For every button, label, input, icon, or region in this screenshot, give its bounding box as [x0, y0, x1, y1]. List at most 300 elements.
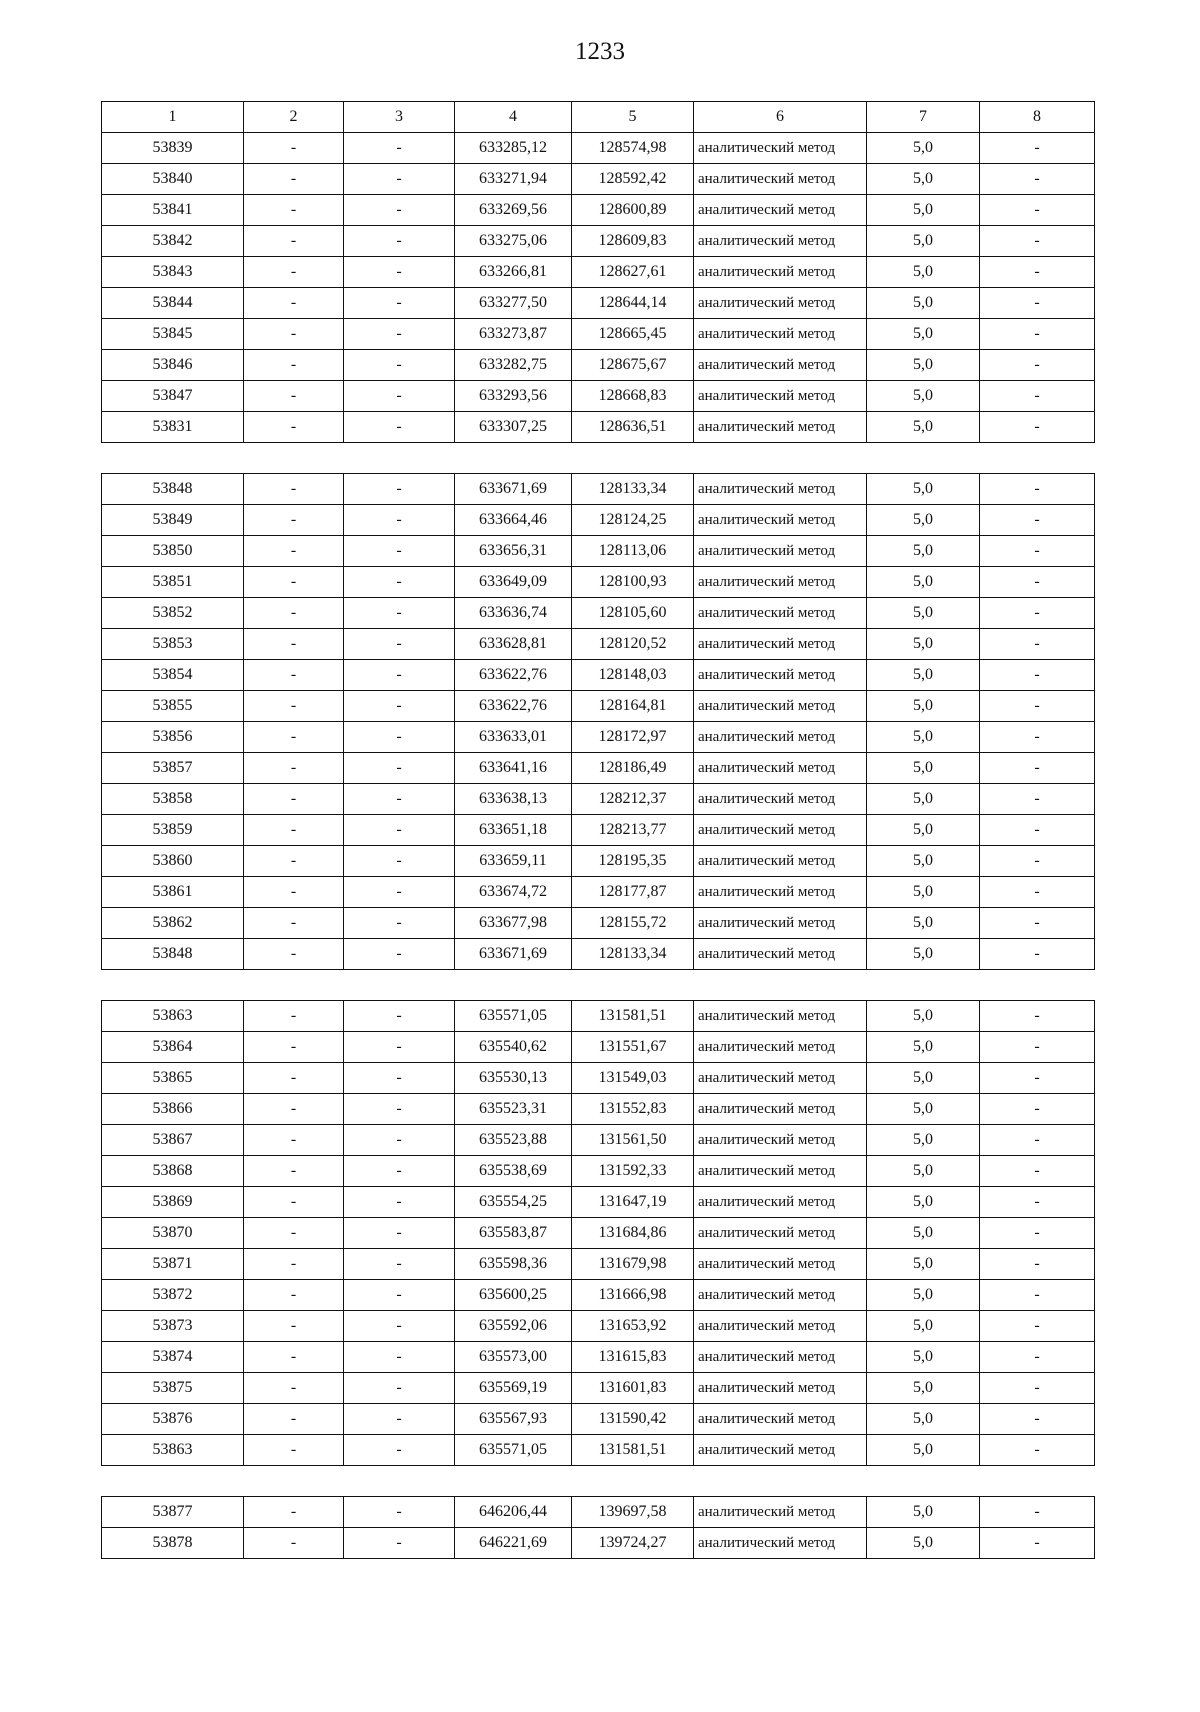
- point-number: 53840: [102, 164, 244, 195]
- method: аналитический метод: [694, 691, 867, 722]
- accuracy: 5,0: [867, 1404, 980, 1435]
- col3-value: -: [344, 412, 455, 443]
- accuracy: 5,0: [867, 288, 980, 319]
- accuracy: 5,0: [867, 1249, 980, 1280]
- point-number: 53875: [102, 1373, 244, 1404]
- coord-y: 131684,86: [572, 1218, 694, 1249]
- col3-value: -: [344, 1063, 455, 1094]
- col2-value: -: [244, 350, 344, 381]
- table-row: [102, 846, 1095, 877]
- method: аналитический метод: [694, 1125, 867, 1156]
- accuracy: 5,0: [867, 536, 980, 567]
- col8-value: -: [980, 691, 1095, 722]
- col8-value: -: [980, 133, 1095, 164]
- point-number: 53857: [102, 753, 244, 784]
- col2-value: -: [244, 1311, 344, 1342]
- column-header: 6: [694, 102, 867, 133]
- table-row: [102, 319, 1095, 350]
- coord-y: 128186,49: [572, 753, 694, 784]
- coord-y: 131581,51: [572, 1001, 694, 1032]
- coord-y: 128105,60: [572, 598, 694, 629]
- method: аналитический метод: [694, 1435, 867, 1466]
- coord-y: 131666,98: [572, 1280, 694, 1311]
- coord-x: 633628,81: [455, 629, 572, 660]
- table-row: [102, 164, 1095, 195]
- col3-value: -: [344, 722, 455, 753]
- col8-value: -: [980, 1032, 1095, 1063]
- coordinate-table: [101, 1496, 1095, 1559]
- col3-value: -: [344, 1528, 455, 1559]
- coord-x: 633677,98: [455, 908, 572, 939]
- col3-value: -: [344, 288, 455, 319]
- method: аналитический метод: [694, 1373, 867, 1404]
- method: аналитический метод: [694, 412, 867, 443]
- col3-value: -: [344, 691, 455, 722]
- coord-x: 635598,36: [455, 1249, 572, 1280]
- col8-value: -: [980, 939, 1095, 970]
- method: аналитический метод: [694, 1063, 867, 1094]
- col2-value: -: [244, 784, 344, 815]
- accuracy: 5,0: [867, 474, 980, 505]
- table-row: [102, 1497, 1095, 1528]
- col3-value: -: [344, 195, 455, 226]
- coord-y: 128195,35: [572, 846, 694, 877]
- col3-value: -: [344, 629, 455, 660]
- col2-value: -: [244, 939, 344, 970]
- coord-y: 128213,77: [572, 815, 694, 846]
- table-row: [102, 381, 1095, 412]
- coord-x: 635571,05: [455, 1001, 572, 1032]
- col2-value: -: [244, 1404, 344, 1435]
- table-row: [102, 1528, 1095, 1559]
- method: аналитический метод: [694, 1187, 867, 1218]
- accuracy: 5,0: [867, 753, 980, 784]
- column-header: 8: [980, 102, 1095, 133]
- table-row: [102, 1435, 1095, 1466]
- column-header: 7: [867, 102, 980, 133]
- coord-y: 128212,37: [572, 784, 694, 815]
- accuracy: 5,0: [867, 846, 980, 877]
- col2-value: -: [244, 753, 344, 784]
- column-header: 1: [102, 102, 244, 133]
- col3-value: -: [344, 1497, 455, 1528]
- col3-value: -: [344, 660, 455, 691]
- col2-value: -: [244, 567, 344, 598]
- col3-value: -: [344, 505, 455, 536]
- accuracy: 5,0: [867, 1342, 980, 1373]
- coord-x: 633266,81: [455, 257, 572, 288]
- table-row: [102, 257, 1095, 288]
- col2-value: -: [244, 1156, 344, 1187]
- table-row: [102, 1404, 1095, 1435]
- coord-y: 131592,33: [572, 1156, 694, 1187]
- point-number: 53856: [102, 722, 244, 753]
- coord-y: 128164,81: [572, 691, 694, 722]
- col2-value: -: [244, 1280, 344, 1311]
- coord-x: 633649,09: [455, 567, 572, 598]
- table-row: [102, 474, 1095, 505]
- table-row: [102, 784, 1095, 815]
- col8-value: -: [980, 1187, 1095, 1218]
- table-row: [102, 1342, 1095, 1373]
- point-number: 53839: [102, 133, 244, 164]
- col3-value: -: [344, 536, 455, 567]
- point-number: 53869: [102, 1187, 244, 1218]
- coord-x: 633651,18: [455, 815, 572, 846]
- coordinate-table: [101, 1000, 1095, 1466]
- point-number: 53849: [102, 505, 244, 536]
- coord-x: 633293,56: [455, 381, 572, 412]
- table-row: [102, 350, 1095, 381]
- col8-value: -: [980, 660, 1095, 691]
- table-row: [102, 598, 1095, 629]
- col8-value: -: [980, 598, 1095, 629]
- coord-x: 633285,12: [455, 133, 572, 164]
- header-row: [102, 102, 1095, 133]
- coord-x: 633282,75: [455, 350, 572, 381]
- accuracy: 5,0: [867, 1280, 980, 1311]
- coord-x: 633641,16: [455, 753, 572, 784]
- coord-y: 131615,83: [572, 1342, 694, 1373]
- coord-x: 635592,06: [455, 1311, 572, 1342]
- coord-y: 128120,52: [572, 629, 694, 660]
- col3-value: -: [344, 257, 455, 288]
- col8-value: -: [980, 1404, 1095, 1435]
- col3-value: -: [344, 350, 455, 381]
- accuracy: 5,0: [867, 350, 980, 381]
- col3-value: -: [344, 319, 455, 350]
- col3-value: -: [344, 908, 455, 939]
- col8-value: -: [980, 1156, 1095, 1187]
- point-number: 53860: [102, 846, 244, 877]
- coord-x: 633638,13: [455, 784, 572, 815]
- col3-value: -: [344, 753, 455, 784]
- col2-value: -: [244, 257, 344, 288]
- point-number: 53863: [102, 1001, 244, 1032]
- column-header: 3: [344, 102, 455, 133]
- col8-value: -: [980, 567, 1095, 598]
- col2-value: -: [244, 1373, 344, 1404]
- col2-value: -: [244, 1249, 344, 1280]
- method: аналитический метод: [694, 226, 867, 257]
- col2-value: -: [244, 660, 344, 691]
- method: аналитический метод: [694, 784, 867, 815]
- table-row: [102, 1373, 1095, 1404]
- coord-x: 633633,01: [455, 722, 572, 753]
- accuracy: 5,0: [867, 1125, 980, 1156]
- point-number: 53866: [102, 1094, 244, 1125]
- accuracy: 5,0: [867, 1032, 980, 1063]
- col8-value: -: [980, 908, 1095, 939]
- col3-value: -: [344, 1373, 455, 1404]
- col2-value: -: [244, 598, 344, 629]
- accuracy: 5,0: [867, 226, 980, 257]
- accuracy: 5,0: [867, 257, 980, 288]
- col2-value: -: [244, 1435, 344, 1466]
- point-number: 53859: [102, 815, 244, 846]
- table-row: [102, 877, 1095, 908]
- col8-value: -: [980, 1280, 1095, 1311]
- accuracy: 5,0: [867, 567, 980, 598]
- col3-value: -: [344, 567, 455, 598]
- col2-value: -: [244, 288, 344, 319]
- coord-x: 635583,87: [455, 1218, 572, 1249]
- col2-value: -: [244, 629, 344, 660]
- method: аналитический метод: [694, 1342, 867, 1373]
- col3-value: -: [344, 474, 455, 505]
- column-header: 2: [244, 102, 344, 133]
- coord-y: 128148,03: [572, 660, 694, 691]
- point-number: 53855: [102, 691, 244, 722]
- accuracy: 5,0: [867, 1528, 980, 1559]
- accuracy: 5,0: [867, 1435, 980, 1466]
- col2-value: -: [244, 691, 344, 722]
- col2-value: -: [244, 877, 344, 908]
- col8-value: -: [980, 536, 1095, 567]
- col8-value: -: [980, 846, 1095, 877]
- point-number: 53877: [102, 1497, 244, 1528]
- table-row: [102, 536, 1095, 567]
- accuracy: 5,0: [867, 660, 980, 691]
- accuracy: 5,0: [867, 722, 980, 753]
- col8-value: -: [980, 474, 1095, 505]
- coord-y: 131552,83: [572, 1094, 694, 1125]
- col8-value: -: [980, 1497, 1095, 1528]
- table-row: [102, 691, 1095, 722]
- col2-value: -: [244, 133, 344, 164]
- col3-value: -: [344, 939, 455, 970]
- coord-y: 128592,42: [572, 164, 694, 195]
- col2-value: -: [244, 1497, 344, 1528]
- coord-x: 635569,19: [455, 1373, 572, 1404]
- accuracy: 5,0: [867, 1063, 980, 1094]
- coord-y: 139724,27: [572, 1528, 694, 1559]
- coord-x: 633307,25: [455, 412, 572, 443]
- coord-y: 131549,03: [572, 1063, 694, 1094]
- coord-y: 128133,34: [572, 939, 694, 970]
- table-row: [102, 939, 1095, 970]
- accuracy: 5,0: [867, 939, 980, 970]
- col3-value: -: [344, 1280, 455, 1311]
- method: аналитический метод: [694, 1311, 867, 1342]
- table-row: [102, 660, 1095, 691]
- coord-x: 633656,31: [455, 536, 572, 567]
- point-number: 53831: [102, 412, 244, 443]
- col8-value: -: [980, 1063, 1095, 1094]
- coord-y: 128574,98: [572, 133, 694, 164]
- col8-value: -: [980, 1435, 1095, 1466]
- point-number: 53848: [102, 474, 244, 505]
- point-number: 53864: [102, 1032, 244, 1063]
- point-number: 53858: [102, 784, 244, 815]
- method: аналитический метод: [694, 660, 867, 691]
- point-number: 53852: [102, 598, 244, 629]
- method: аналитический метод: [694, 257, 867, 288]
- col3-value: -: [344, 1187, 455, 1218]
- coord-y: 128609,83: [572, 226, 694, 257]
- coord-x: 633636,74: [455, 598, 572, 629]
- point-number: 53843: [102, 257, 244, 288]
- col2-value: -: [244, 319, 344, 350]
- coord-x: 633269,56: [455, 195, 572, 226]
- col3-value: -: [344, 784, 455, 815]
- table-row: [102, 505, 1095, 536]
- col3-value: -: [344, 1156, 455, 1187]
- coord-y: 128133,34: [572, 474, 694, 505]
- col8-value: -: [980, 164, 1095, 195]
- coord-x: 635523,88: [455, 1125, 572, 1156]
- coord-x: 633273,87: [455, 319, 572, 350]
- col3-value: -: [344, 1404, 455, 1435]
- col2-value: -: [244, 815, 344, 846]
- table-row: [102, 815, 1095, 846]
- coord-x: 635573,00: [455, 1342, 572, 1373]
- coord-x: 633671,69: [455, 939, 572, 970]
- accuracy: 5,0: [867, 815, 980, 846]
- col8-value: -: [980, 319, 1095, 350]
- table-row: [102, 753, 1095, 784]
- col3-value: -: [344, 846, 455, 877]
- table-row: [102, 1249, 1095, 1280]
- method: аналитический метод: [694, 288, 867, 319]
- col2-value: -: [244, 846, 344, 877]
- col8-value: -: [980, 1342, 1095, 1373]
- point-number: 53878: [102, 1528, 244, 1559]
- point-number: 53848: [102, 939, 244, 970]
- method: аналитический метод: [694, 1001, 867, 1032]
- col3-value: -: [344, 381, 455, 412]
- col8-value: -: [980, 1249, 1095, 1280]
- col2-value: -: [244, 1187, 344, 1218]
- method: аналитический метод: [694, 1280, 867, 1311]
- col3-value: -: [344, 1032, 455, 1063]
- col3-value: -: [344, 1342, 455, 1373]
- point-number: 53873: [102, 1311, 244, 1342]
- page-number: 1233: [575, 38, 625, 65]
- table-row: [102, 1311, 1095, 1342]
- coord-x: 633275,06: [455, 226, 572, 257]
- accuracy: 5,0: [867, 629, 980, 660]
- col3-value: -: [344, 1311, 455, 1342]
- coord-x: 633659,11: [455, 846, 572, 877]
- table-row: [102, 908, 1095, 939]
- point-number: 53847: [102, 381, 244, 412]
- coord-y: 128177,87: [572, 877, 694, 908]
- col2-value: -: [244, 474, 344, 505]
- accuracy: 5,0: [867, 1156, 980, 1187]
- method: аналитический метод: [694, 195, 867, 226]
- table-row: [102, 412, 1095, 443]
- accuracy: 5,0: [867, 319, 980, 350]
- method: аналитический метод: [694, 1156, 867, 1187]
- point-number: 53841: [102, 195, 244, 226]
- col3-value: -: [344, 164, 455, 195]
- col8-value: -: [980, 753, 1095, 784]
- coord-x: 635567,93: [455, 1404, 572, 1435]
- point-number: 53863: [102, 1435, 244, 1466]
- table-row: [102, 1032, 1095, 1063]
- coord-y: 131590,42: [572, 1404, 694, 1435]
- point-number: 53861: [102, 877, 244, 908]
- table-row: [102, 195, 1095, 226]
- point-number: 53871: [102, 1249, 244, 1280]
- method: аналитический метод: [694, 567, 867, 598]
- table-row: [102, 567, 1095, 598]
- col8-value: -: [980, 1125, 1095, 1156]
- method: аналитический метод: [694, 629, 867, 660]
- table-row: [102, 288, 1095, 319]
- accuracy: 5,0: [867, 195, 980, 226]
- col3-value: -: [344, 815, 455, 846]
- point-number: 53872: [102, 1280, 244, 1311]
- coord-x: 635530,13: [455, 1063, 572, 1094]
- method: аналитический метод: [694, 722, 867, 753]
- col2-value: -: [244, 226, 344, 257]
- col2-value: -: [244, 536, 344, 567]
- col8-value: -: [980, 350, 1095, 381]
- coordinate-table: [101, 473, 1095, 970]
- col8-value: -: [980, 505, 1095, 536]
- coord-y: 131647,19: [572, 1187, 694, 1218]
- method: аналитический метод: [694, 877, 867, 908]
- col3-value: -: [344, 133, 455, 164]
- method: аналитический метод: [694, 1032, 867, 1063]
- coord-y: 139697,58: [572, 1497, 694, 1528]
- col8-value: -: [980, 257, 1095, 288]
- col3-value: -: [344, 877, 455, 908]
- table-row: [102, 629, 1095, 660]
- col3-value: -: [344, 226, 455, 257]
- table-row: [102, 1094, 1095, 1125]
- method: аналитический метод: [694, 1218, 867, 1249]
- col8-value: -: [980, 195, 1095, 226]
- coord-x: 635571,05: [455, 1435, 572, 1466]
- coord-y: 128627,61: [572, 257, 694, 288]
- point-number: 53868: [102, 1156, 244, 1187]
- coord-x: 633674,72: [455, 877, 572, 908]
- method: аналитический метод: [694, 1094, 867, 1125]
- method: аналитический метод: [694, 846, 867, 877]
- col3-value: -: [344, 1435, 455, 1466]
- coord-y: 131581,51: [572, 1435, 694, 1466]
- table-row: [102, 1125, 1095, 1156]
- accuracy: 5,0: [867, 784, 980, 815]
- col2-value: -: [244, 381, 344, 412]
- coord-y: 128172,97: [572, 722, 694, 753]
- point-number: 53846: [102, 350, 244, 381]
- col8-value: -: [980, 877, 1095, 908]
- method: аналитический метод: [694, 815, 867, 846]
- col2-value: -: [244, 1063, 344, 1094]
- col2-value: -: [244, 908, 344, 939]
- accuracy: 5,0: [867, 1311, 980, 1342]
- accuracy: 5,0: [867, 1187, 980, 1218]
- accuracy: 5,0: [867, 691, 980, 722]
- accuracy: 5,0: [867, 877, 980, 908]
- col8-value: -: [980, 1528, 1095, 1559]
- point-number: 53844: [102, 288, 244, 319]
- method: аналитический метод: [694, 350, 867, 381]
- method: аналитический метод: [694, 598, 867, 629]
- col8-value: -: [980, 1311, 1095, 1342]
- method: аналитический метод: [694, 319, 867, 350]
- coord-y: 128100,93: [572, 567, 694, 598]
- table-row: [102, 1280, 1095, 1311]
- coordinate-tables: [101, 101, 1094, 1559]
- coord-y: 131601,83: [572, 1373, 694, 1404]
- coord-x: 646221,69: [455, 1528, 572, 1559]
- col2-value: -: [244, 1125, 344, 1156]
